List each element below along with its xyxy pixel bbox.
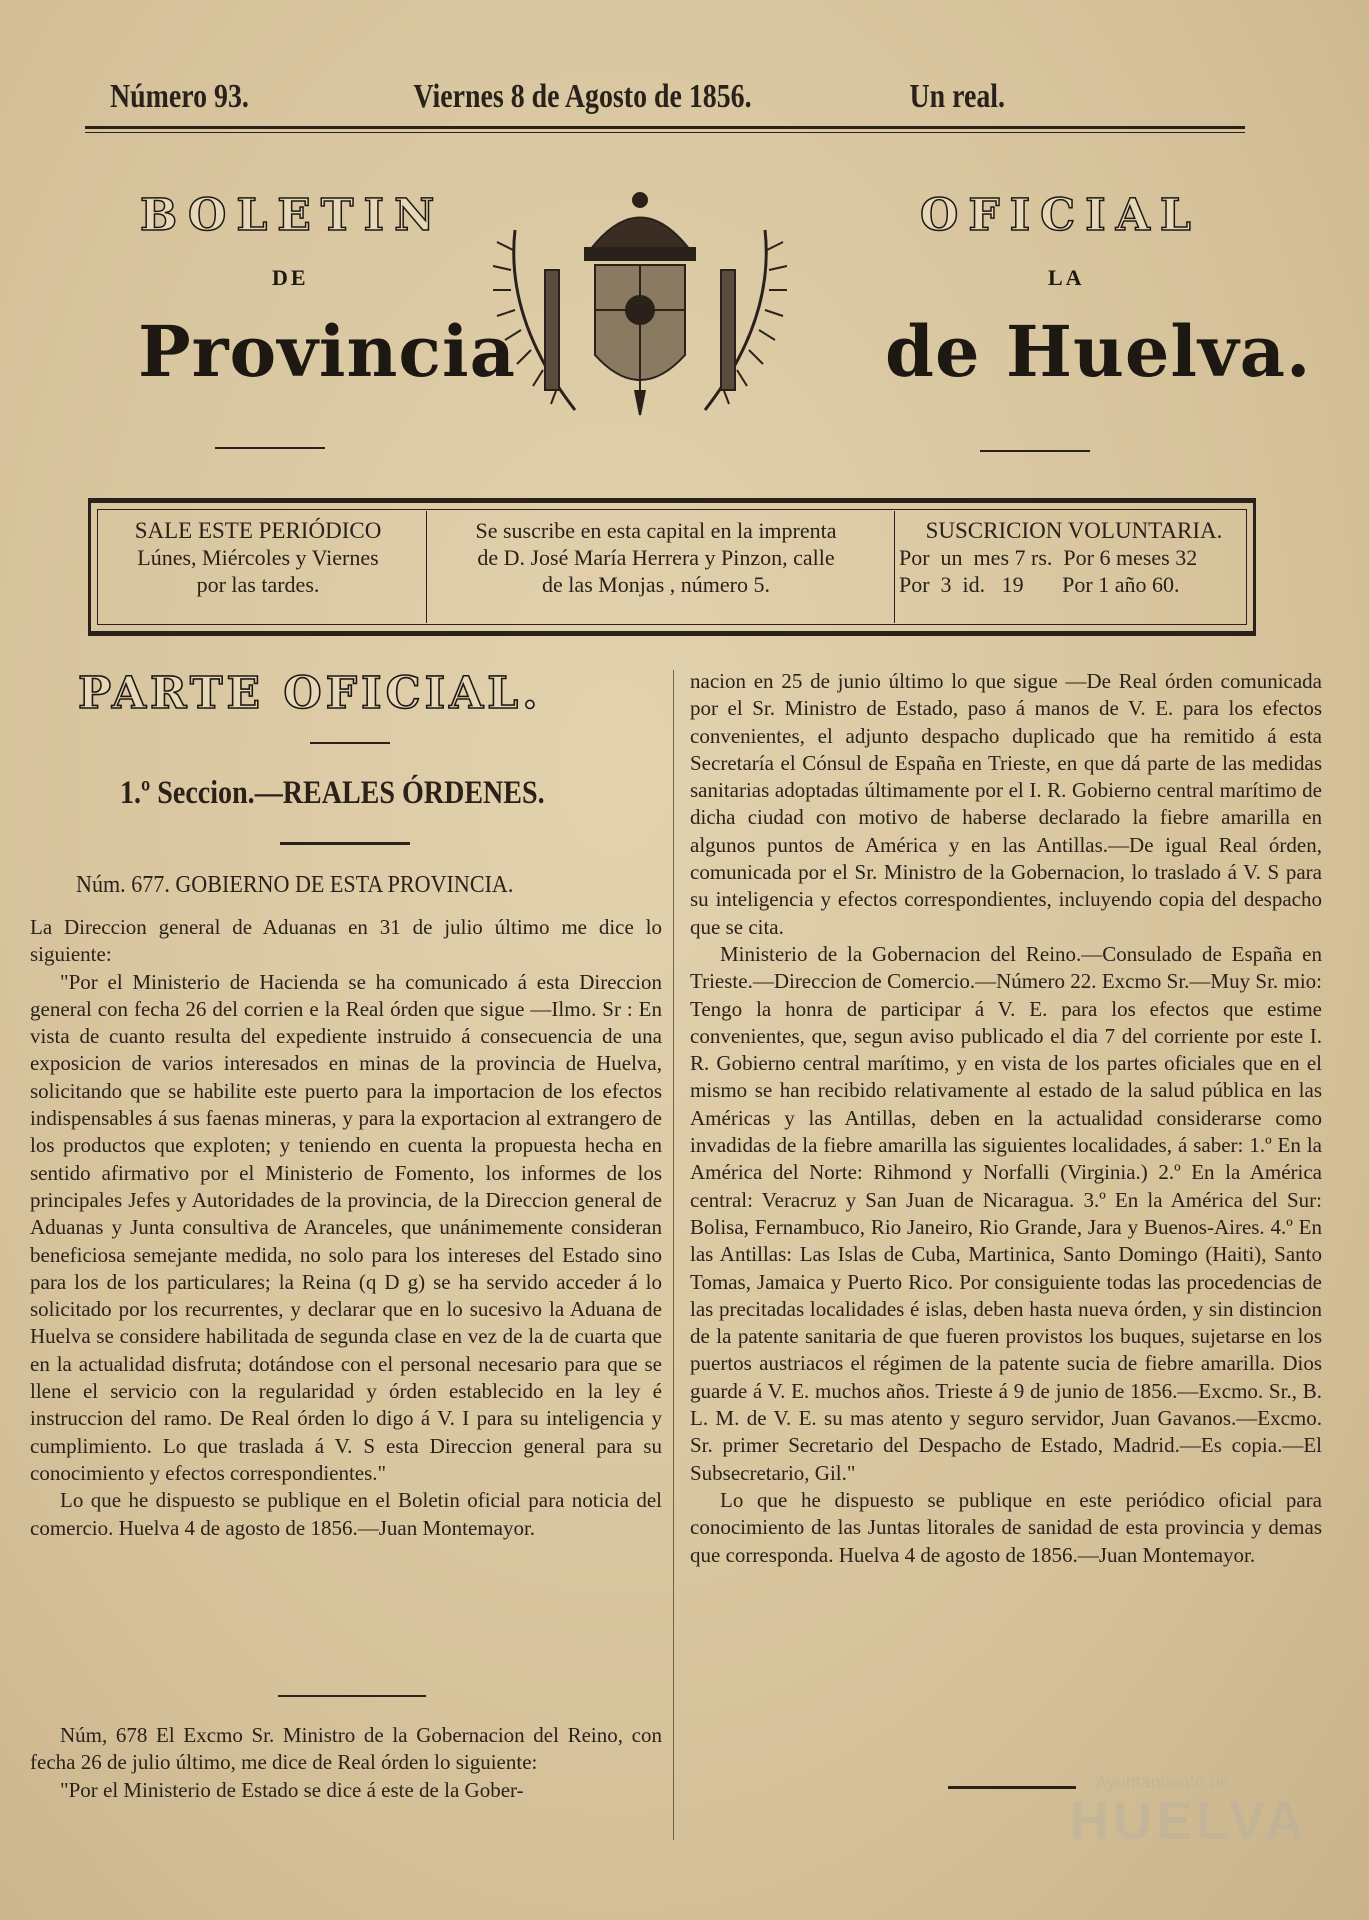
masthead-oficial: OFICIAL [920, 190, 1201, 241]
schedule-title: SALE ESTE PERIÓDICO [134, 518, 382, 543]
masthead-provincia: Provincia [138, 310, 516, 393]
subscription-location [436, 517, 876, 598]
prices-line-1: Por un mes 7 rs. Por 6 meses 32 [899, 545, 1198, 570]
prices-title: SUSCRICION VOLUNTARIA. [925, 518, 1223, 543]
right-column [690, 668, 1322, 1569]
column-divider [673, 670, 674, 1840]
issue-date: Viernes 8 de Agosto de 1856. [413, 78, 752, 115]
right-paragraph: nacion en 25 de junio último lo que sigue —De Real órden comunicada por el Sr. Ministro de Estado, paso á manos de V. E. para los efectos convenientes, el adjunto despacho duplicado que ha remitido á esta Secretaría el Cónsul de España en Trieste, en que dá parte de las medidas sanitarias adoptadas últimamente por el I. R. Gobierno central marítimo de dicha ciudad con motivo de haberse declarado la fiebre amarilla en algunos puntos de América y en las Antillas.—De igual Real órden, comunicada por el Sr. Ministro de la Gobernacion, lo traslado á V. S para su inteligencia y efectos correspondientes, incluyendo copia del despacho que se cita. [690, 669, 1322, 939]
masthead-de-huelva: de Huelva. [885, 310, 1312, 393]
location-line-3: de las Monjas , número 5. [542, 572, 770, 597]
left-paragraph: "Por el Ministerio de Estado se dice á este de la Gober- [60, 1777, 524, 1802]
prices-line-2: Por 3 id. 19 Por 1 año 60. [899, 572, 1180, 597]
issue-price: Un real. [909, 78, 1006, 115]
ornament-rule-2 [280, 842, 410, 845]
left-paragraph: Lo que he dispuesto se publique en el Boletin oficial para noticia del comercio. Huelva 4 de agosto de 1856.—Juan Montemayor. [30, 1488, 662, 1540]
left-paragraph: Núm, 678 El Excmo Sr. Ministro de la Gobernacion del Reino, con fecha 26 de julio último, me dice de Real órden lo siguiente: [30, 1723, 662, 1775]
ornament-rule-1 [310, 742, 390, 744]
coat-of-arms-icon [485, 190, 795, 435]
ornament-rule-right [980, 450, 1090, 452]
left-column [30, 914, 662, 1542]
watermark-caption: Ayuntamiento de [1095, 1772, 1230, 1792]
box-divider-2 [894, 511, 895, 623]
header-rule-thin [85, 132, 1245, 133]
ornament-rule-left [215, 447, 325, 449]
schedule-time: por las tardes. [196, 572, 320, 597]
header-rule [85, 126, 1245, 129]
header-line [110, 78, 1006, 118]
masthead-la: LA [1048, 265, 1085, 290]
subscription-prices [899, 517, 1249, 598]
watermark-huelva: HUELVA [1070, 1791, 1308, 1851]
box-divider-1 [426, 511, 427, 623]
left-paragraph: "Por el Ministerio de Hacienda se ha comunicado á esta Direccion general con fecha 26 del corrien e la Real órden que sigue —Ilmo. Sr : En vista de cuanto resulta del expediente instruido á consecuencia de una exposicion de varios interesados en minas de la provincia de Huelva, solicitando que se habilite este puerto para la importacion de los efectos indispensables á sus faenas mineras, y para la exportacion al extrangero de los productos que exploten; y teniendo en cuenta la propuesta hecha en sentido afirmativo por el Ministerio de Fomento, los informes de los principales Jefes y Autoridades de la provincia, de la Direccion general de Aduanas y Junta consultiva de Aranceles, que unánimemente consideran beneficiosa semejante medida, no solo para los intereses del Estado sino para los de los particulares; la Reina (q D g) se ha servido acceder á lo solicitado por los recurrentes, y declarar que en lo sucesivo la Aduana de Huelva se considere habilitada de segunda clase en vez de la de cuarta que en la actualidad disfruta; dotándose con el personal necesario para que se llene el servicio con la regularidad y órden establecido en la ley é instruccion del ramo. De Real órden lo digo á V. I para su inteligencia y cumplimiento. Lo que traslada á V. S esta Direccion general para su conocimiento y efectos correspondientes." [30, 969, 662, 1485]
end-rule [948, 1786, 1076, 1789]
left-column-continued [30, 1722, 662, 1804]
item-header: Núm. 677. GOBIERNO DE ESTA PROVINCIA. [76, 872, 514, 898]
section-subtitle: 1.º Seccion.—REALES ÓRDENES. [120, 775, 545, 811]
right-paragraph: Lo que he dispuesto se publique en este periódico oficial para conocimiento de las Juntas litorales de sanidad de esta provincia y demas que corresponda. Huelva 4 de agosto de 1856.—Juan Montemayor. [690, 1487, 1322, 1567]
location-line-1: Se suscribe en esta capital en la imprenta [475, 518, 837, 543]
issue-number: Número 93. [110, 78, 249, 115]
schedule-days: Lúnes, Miércoles y Viernes [137, 545, 379, 570]
masthead-boletin: BOLETIN [140, 190, 445, 241]
section-title: PARTE OFICIAL. [78, 668, 542, 719]
left-paragraph: La Direccion general de Aduanas en 31 de julio último me dice lo siguiente: [30, 915, 662, 967]
subscription-box [88, 498, 1256, 636]
item-separator [278, 1695, 426, 1697]
masthead-de: DE [272, 265, 309, 290]
publication-schedule [99, 517, 417, 598]
location-line-2: de D. José María Herrera y Pinzon, calle [477, 545, 835, 570]
right-paragraph: Ministerio de la Gobernacion del Reino.—Consulado de España en Trieste.—Direccion de Comercio.—Número 22. Excmo Sr.—Muy Sr. mio: Tengo la honra de participar á V. E. para los efectos que estime convenientes, que, segun aviso publicado el dia 7 del corriente por este I. R. Gobierno central marítimo, y en vista de los partes oficiales que en el mismo se han recibido relativamente al estado de la salud pública en las Américas y las Antillas, deben en la actualidad considerarse como invadidas de la fiebre amarilla las siguientes localidades, á saber: 1.º En la América del Norte: Rihmond y Norfalli (Virginia.) 2.º En la América central: Veracruz y San Juan de Nicaragua. 3.º En la América del Sur: Bolisa, Fernambuco, Rio Janeiro, Rio Grande, Jara y Buenos-Aires. 4.º En las Antillas: Las Islas de Cuba, Martinica, Santo Domingo (Haiti), Santo Tomas, Jamaica y Puerto Rico. Por consiguiente todas las procedencias de las precitadas localidades é islas, deben hasta nueva órden, y sin distincion de la patente sanitaria de que fueren provistos los buques, sujetarse en los puertos austriacos el régimen de la patente sucia de fiebre amarilla. Dios guarde á V. E. muchos años. Trieste á 9 de junio de 1856.—Excmo. Sr., B. L. M. de V. E. su mas atento y seguro servidor, Juan Gavanos.—Excmo. Sr. primer Secretario del Despacho de Estado, Madrid.—Es copia.—El Subsecretario, Gil." [690, 941, 1322, 1485]
